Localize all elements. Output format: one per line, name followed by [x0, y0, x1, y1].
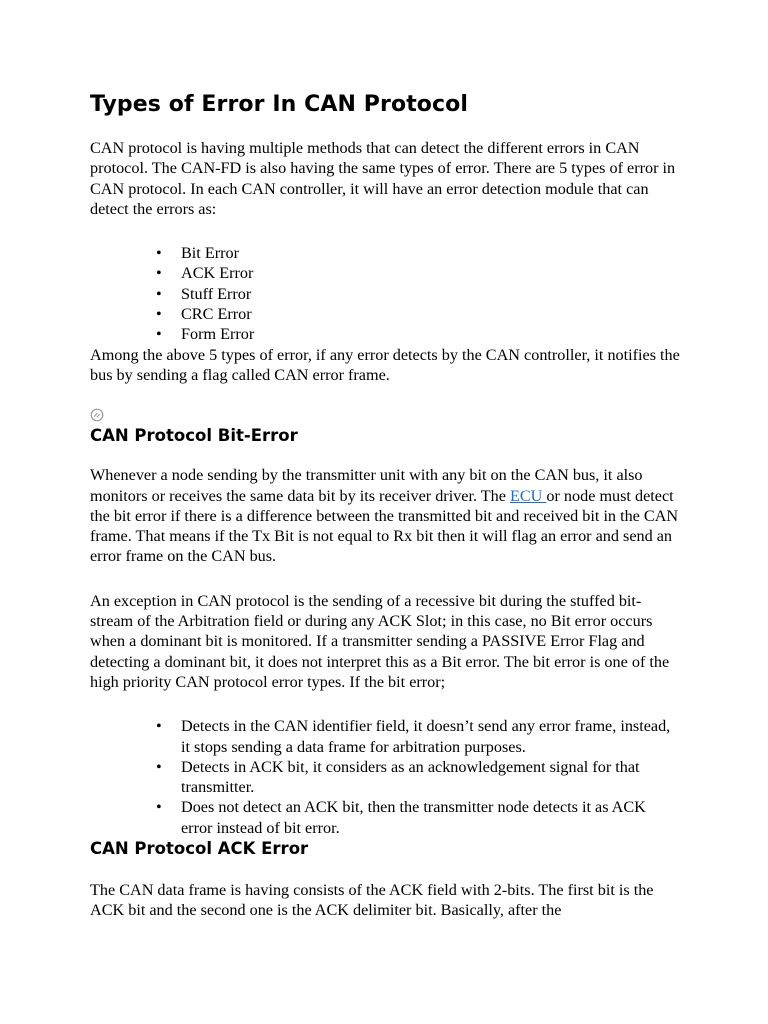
document-page	[90, 88, 680, 921]
bit-error-paragraph-1	[90, 465, 680, 566]
paragraph-text: Whenever a node sending by the transmitter unit with any bit on the CAN bus, it also monitors or receives the same data bit by its receiver driver. The	[90, 466, 643, 505]
list-item: • CRC Error	[90, 304, 680, 324]
broken-image-icon	[90, 407, 104, 421]
intro-paragraph: CAN protocol is having multiple methods that can detect the different errors in CAN protocol. The CAN-FD is also having the same types of error. There are 5 types of error in CAN protocol. In each CAN controller, it will have an error detection module that can detect the errors as:	[90, 139, 676, 218]
list-item: • Detects in the CAN identifier field, it doesn’t send any error frame, instead, it stops sending a data frame for arbitration purposes.	[90, 716, 680, 757]
list-item: • Bit Error	[90, 243, 680, 263]
page-title: Types of Error In CAN Protocol	[90, 92, 469, 117]
summary-paragraph: Among the above 5 types of error, if any error detects by the CAN controller, it notifies the bus by sending a flag called CAN error frame.	[90, 345, 680, 384]
list-item: • Detects in ACK bit, it considers as an acknowledgement signal for that transmitter.	[90, 757, 680, 798]
error-types-list	[90, 243, 680, 344]
bit-error-list	[90, 716, 680, 838]
ack-error-heading: CAN Protocol ACK Error	[90, 839, 309, 859]
ecu-link[interactable]: ECU	[509, 486, 547, 505]
bit-error-paragraph-2: An exception in CAN protocol is the sending of a recessive bit during the stuffed bit-stream of the Arbitration field or during any ACK Slot; in this case, no Bit error occurs when a dominant bit is monitored. If a transmitter sending a PASSIVE Error Flag and detecting a dominant bit, it does not interpret this as a Bit error. The bit error is one of the high priority CAN protocol error types. If the bit error;	[90, 591, 670, 691]
list-item: • ACK Error	[90, 263, 680, 283]
paragraph-text: or node must detect the bit error if there is a difference between the transmitted bit and received bit in the CAN frame. That means if the Tx Bit is not equal to Rx bit then it will flag an error and send an error frame on the CAN bus.	[90, 486, 679, 566]
ack-error-paragraph-1: The CAN data frame is having consists of the ACK field with 2-bits. The first bit is the ACK bit and the second one is the ACK delimiter bit. Basically, after the	[90, 881, 654, 920]
bit-error-heading: CAN Protocol Bit-Error	[90, 426, 298, 446]
list-item: • Stuff Error	[90, 284, 680, 304]
list-item: • Does not detect an ACK bit, then the transmitter node detects it as ACK error instead of bit error.	[90, 797, 680, 838]
list-item: • Form Error	[90, 324, 680, 344]
